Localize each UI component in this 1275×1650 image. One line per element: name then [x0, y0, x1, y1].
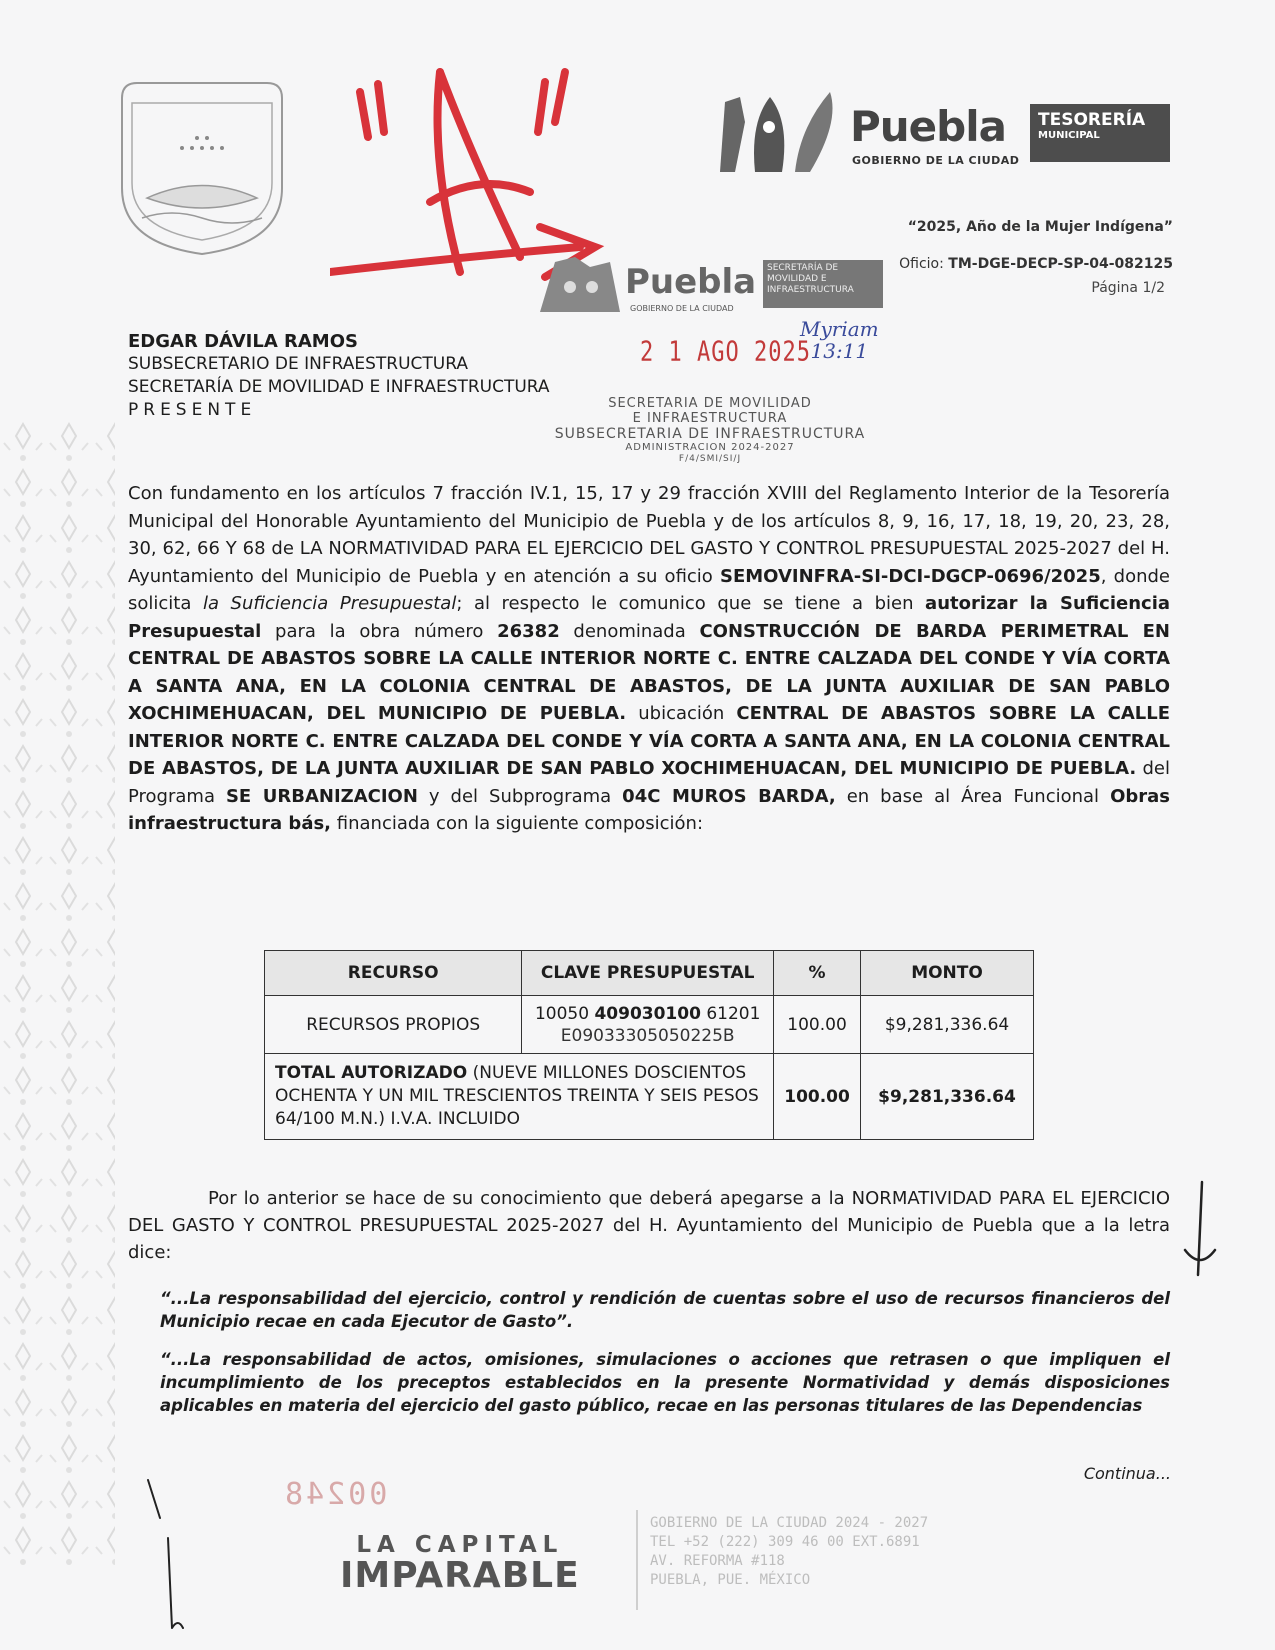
- reception-stamp-logo: [530, 252, 890, 322]
- reception-stamp-text: [540, 396, 880, 465]
- footer-info-line: AV. REFORMA #118: [650, 1553, 785, 1569]
- reception-hand-name: Myriam: [800, 317, 879, 341]
- body-subprograma: 04C MUROS BARDA,: [622, 785, 836, 807]
- monto-cell: $9,281,336.64: [861, 996, 1034, 1054]
- addressee-name: EDGAR DÁVILA RAMOS: [128, 331, 358, 352]
- normatividad-paragraph: Por lo anterior se hace de su conocimiento que deberá apegarse a la NORMATIVIDAD PARA EL EJERCICIO DEL GASTO Y CONTROL PRESUPUESTAL 2025-2027 del H. Ayuntamiento del Municipio de Puebla que a la letra dice:: [128, 1188, 1170, 1263]
- recurso-cell: RECURSOS PROPIOS: [265, 996, 522, 1054]
- body-area-funcional: Obras infraestructura bás,: [128, 785, 1170, 834]
- quote-1: “...La responsabilidad del ejercicio, control y rendición de cuentas sobre el uso de recursos financieros del Municipio recae en cada Ejecutor de Gasto”.: [160, 1289, 1170, 1331]
- body-text: , donde solicita: [128, 565, 1170, 614]
- page-number: Página 1/2: [1091, 280, 1165, 296]
- clave-part: 10050: [534, 1003, 595, 1024]
- quote-2: “...La responsabilidad de actos, omisiones, simulaciones o acciones que retrasen o que impliquen el incumplimiento de los preceptos establecidos en la presente Normatividad y demás disposiciones aplicables en materia del ejercicio del gasto público, recae en las personas titulares de las Dependencias: [160, 1350, 1170, 1415]
- background-pattern: [0, 420, 115, 1570]
- body-text: del Programa: [128, 758, 1170, 807]
- body-text: ubicación: [626, 703, 737, 724]
- stamp-logo-city: Puebla: [625, 262, 757, 302]
- faded-folio-number: 00248: [282, 1477, 388, 1512]
- clave-cell: [522, 996, 774, 1054]
- body-text: denominada: [559, 620, 700, 642]
- addressee-title1: SUBSECRETARIO DE INFRAESTRUCTURA: [128, 354, 468, 374]
- table-header-row: [265, 951, 1034, 996]
- stamp-logo-dept: SECRETARÍA DE MOVILIDAD E INFRAESTRUCTURA: [763, 260, 883, 308]
- footer-contact: [650, 1514, 928, 1590]
- addressee-block: [128, 330, 550, 422]
- percent-cell: 100.00: [774, 996, 861, 1054]
- puebla-figures-icon: [700, 82, 850, 182]
- logo-dept-line1: TESORERÍA: [1038, 110, 1146, 130]
- stamp-line5: F/4/SMI/SI/J: [678, 454, 742, 464]
- clave-bold: 409030100: [594, 1003, 701, 1024]
- continues-note: Continua...: [1083, 1464, 1171, 1483]
- body-text: ; al respecto le comunico que se tiene a bien: [456, 593, 926, 614]
- municipal-crest-icon: [112, 78, 292, 258]
- body-text: Con fundamento en los artículos 7 fracción IV.1, 15, 17 y 29 fracción XVIII del Reglamento Interior de la Tesorería Municipal del Honorable Ayuntamiento del Municipio de Puebla y de los artículos 8, 9, 16, 17, 18, 19, 20, 23, 28, 30, 62, 66 Y 68 de LA NORMATIVIDAD PARA EL EJERCICIO DEL GASTO Y CONTROL PRESUPUESTAL 2025-2027 del H. Ayuntamiento del Municipio de Puebla y en atención a su oficio: [128, 483, 1170, 587]
- logo-city-name: Puebla: [850, 102, 1006, 151]
- stamp-logo-gob: GOBIERNO DE LA CIUDAD: [630, 304, 734, 313]
- body-obra-number: 26382: [497, 620, 560, 642]
- table-header: MONTO: [861, 951, 1034, 996]
- body-paragraph: [128, 480, 1170, 838]
- slogan-line1: LA CAPITAL: [356, 1532, 564, 1558]
- oficio-value: TM-DGE-DECP-SP-04-082125: [948, 256, 1173, 272]
- footer-divider: [636, 1510, 638, 1610]
- clave-line2: E09033305050225B: [560, 1025, 735, 1046]
- body-programa: SE URBANIZACION: [225, 785, 418, 807]
- oficio-label: Oficio:: [899, 256, 949, 272]
- total-words: (NUEVE MILLONES DOSCIENTOS OCHENTA Y UN MIL TRESCIENTOS TREINTA Y SEIS PESOS 64/100 M.N.) I.V.A. INCLUIDO: [275, 1063, 759, 1129]
- reception-date: 2 1 AGO 2025: [640, 336, 811, 369]
- logo-department-box: [1030, 104, 1170, 162]
- table-header: RECURSO: [265, 951, 522, 996]
- body-text: financiada con la siguiente composición:: [331, 813, 704, 834]
- body-oficio-ref: SEMOVINFRA-SI-DCI-DGCP-0696/2025: [720, 565, 1101, 587]
- total-monto-cell: $9,281,336.64: [861, 1054, 1034, 1140]
- clave-part: 61201: [700, 1003, 761, 1024]
- table-header: %: [774, 951, 861, 996]
- oficio-number: [899, 256, 1173, 272]
- slogan-line2: IMPARABLE: [340, 1555, 580, 1596]
- stamp-line3: SUBSECRETARIA DE INFRAESTRUCTURA: [554, 426, 866, 442]
- stamp-line1: SECRETARIA DE MOVILIDAD: [608, 396, 812, 411]
- table-total-row: [265, 1054, 1034, 1140]
- total-label: TOTAL AUTORIZADO: [275, 1063, 468, 1083]
- signature-lines-icon: [138, 1478, 198, 1638]
- body-ubicacion: CENTRAL DE ABASTOS SOBRE LA CALLE INTERIOR NORTE C. ENTRE CALZADA DEL CONDE Y VÍA CORTA A SANTA ANA, EN LA COLONIA CENTRAL DE ABASTOS, DE LA JUNTA AUXILIAR DE SAN PABLO XOCHIMEHUACAN, DEL MUNICIPIO DE PUEBLA.: [128, 703, 1170, 779]
- signature-mark-icon: [1180, 1180, 1220, 1300]
- body-autorizar: autorizar la Suficiencia Presupuestal: [128, 593, 1171, 642]
- body-obra-name: CONSTRUCCIÓN DE BARDA PERIMETRAL EN CENTRAL DE ABASTOS SOBRE LA CALLE INTERIOR NORTE C. ENTRE CALZADA DEL CONDE Y VÍA CORTA A SANTA ANA, EN LA COLONIA CENTRAL DE ABASTOS, DE LA JUNTA AUXILIAR DE SAN PABLO XOCHIMEHUACAN, DEL MUNICIPIO DE PUEBLA.: [128, 620, 1170, 724]
- budget-table: [264, 950, 1034, 1140]
- body-text: y del Subprograma: [417, 785, 623, 807]
- addressee-greeting: PRESENTE: [128, 400, 257, 420]
- reception-hand-time: 13:11: [810, 339, 869, 363]
- stamp-line4: ADMINISTRACION 2024-2027: [625, 442, 795, 453]
- logo-dept-line2: MUNICIPAL: [1038, 130, 1100, 141]
- stamp-line2: E INFRAESTRUCTURA: [632, 411, 788, 426]
- header-logo: [700, 82, 1170, 182]
- table-row: [265, 996, 1034, 1054]
- stamp-figures-icon: [530, 252, 625, 317]
- total-percent-cell: 100.00: [774, 1054, 861, 1140]
- footer-info-line: GOBIERNO DE LA CIUDAD 2024 - 2027: [650, 1515, 929, 1531]
- footer-info-line: PUEBLA, PUE. MÉXICO: [650, 1572, 811, 1588]
- total-label-cell: [265, 1054, 774, 1140]
- year-motto: “2025, Año de la Mujer Indígena”: [907, 219, 1173, 235]
- reception-handwritten: [800, 318, 879, 362]
- addressee-title2: SECRETARÍA DE MOVILIDAD E INFRAESTRUCTURA: [128, 377, 550, 397]
- body-text: para la obra número: [261, 620, 498, 642]
- footer-info-line: TEL +52 (222) 309 46 00 EXT.6891: [650, 1534, 920, 1550]
- body-text: en base al Área Funcional: [835, 785, 1111, 807]
- slogan-logo: [340, 1532, 580, 1594]
- table-header: CLAVE PRESUPUESTAL: [522, 951, 774, 996]
- body-solicita: la Suficiencia Presupuestal: [202, 593, 457, 614]
- logo-subtitle: GOBIERNO DE LA CIUDAD: [852, 154, 1020, 167]
